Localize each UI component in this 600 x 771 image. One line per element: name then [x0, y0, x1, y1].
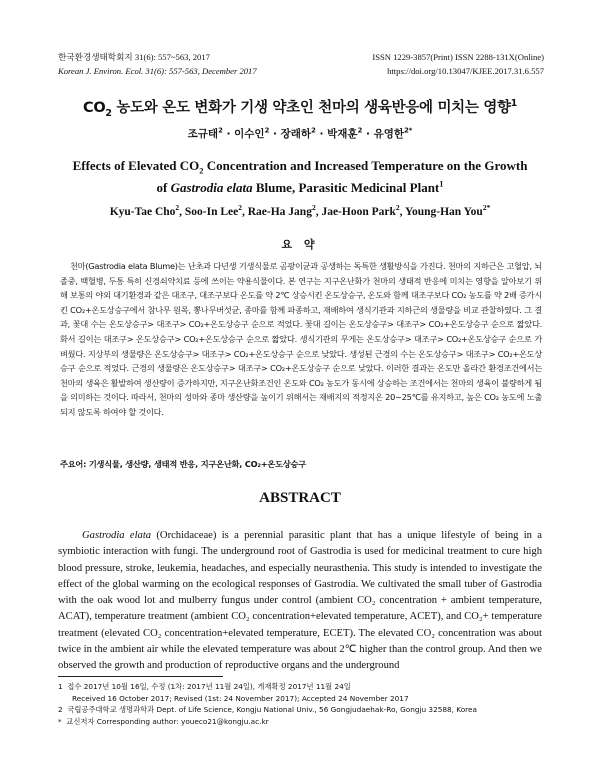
- doi-link[interactable]: https://doi.org/10.13047/KJEE.2017.31.6.557: [387, 66, 544, 76]
- author-affil: 2*: [404, 126, 413, 135]
- summary-heading: 요 약: [281, 238, 319, 251]
- journal-citation: [58, 50, 257, 78]
- footnote-text: 국립공주대학교 생명과학과 Dept. of Life Science, Kongju National Univ., 56 Gongjudaehak-Ro, Gongju 32588, Korea: [67, 705, 477, 715]
- author-affil: 2: [175, 203, 180, 213]
- journal-en: Korean J. Environ. Ecol. 31(6): 557-563, December 2017: [58, 66, 257, 76]
- author-affil: 2: [218, 126, 223, 135]
- author-ko: 박재훈: [327, 128, 358, 140]
- journal-identifiers: [372, 50, 544, 78]
- species-name: Gastrodia elata: [170, 180, 253, 195]
- author-en: Young-Han You: [404, 206, 483, 218]
- author-ko: 이수인: [234, 128, 265, 140]
- title-footnote-mark: 1: [510, 98, 517, 110]
- footnote-mark: 2: [58, 705, 63, 715]
- journal-ko: 한국환경생태학회지 31(6): 557~563, 2017: [58, 52, 210, 62]
- footnote: [58, 693, 548, 705]
- author-ko: 장래하: [280, 128, 312, 140]
- author-en: Kyu-Tae Cho: [109, 206, 176, 218]
- title-en-pre: of: [156, 180, 171, 195]
- summary-paragraph: 천마(Gastrodia elata Blume)는 난초과 다년생 기생식물로 곰팡이균과 공생하는 독특한 생활방식을 가진다. 천마의 지하근은 고혈압, 뇌졸중, 백혈병, 두통 특히 신경쇠약치료 등에 쓰이는 약용식물이다. 본 연구는 지구온난화가 천마의 생태적 반응에 미치는 영향을 알아보기 위해 보통의 야외 대기환경과 같은 대조구, 대조구보다 온도를 약 2℃ 상승시킨 온도상승구, 온도와 함께 대조구보다 CO₂ 농도를 약 2배 증가시킨 CO₂+온도상승구에서 참나무 원목, 뽕나무버섯균, 종마를 함께 파종하고, 재배하여 생식기관과 지하근의 생물량을 비교 관찰하였다. 그 결과, 꽃대 수는 온도상승구> 대조구> CO₂+온도상승구 순으로 적었다. 꽃대 길이는 온도상승구> 대조구> CO₂+온도상승구 순으로 짧았다. 화서 길이는 대조구> 온도상승구> CO₂+온도상승구 순으로 짧았다. 생식기관의 무게는 온도상승구> 대조구> CO₂+온도상승구 순으로 가벼웠다. 지상부의 생물량은 온도상승구> 대조구> CO₂+온도상승구 순으로 낮았다. 생성된 근경의 수는 온도상승구> 대조구> CO₂+온도상승구 순으로 적었다. 근경의 생물량은 온도상승구> 대조구> CO₂+온도상승구 순으로 낮았다. 이러한 결과는 온도만 올라간 환경조건에서는 천마의 생육은 활발하여 생산량이 증가하지만, 지구온난화조건인 온도와 CO₂ 농도가 동시에 상승하는 조건에서는 천마의 생육이 불량하게 됨을 의미하는 것이다. 따라서, 천마의 성마와 종마 생산량을 높이기 위해서는 재배지의 적정지온 20~25℃를 유지하고, 높은 CO₂ 농도에 노출되지 않도록 하여야 할 것이다.: [60, 261, 542, 417]
- author-en: Rae-Ha Jang: [247, 206, 312, 218]
- title-en-post: Blume, Parasitic Medicinal Plant: [252, 180, 440, 195]
- english-authors: Kyu-Tae Cho$^2$, Soo-In Lee$^2$, Rae-Ha Jang$^2$, Jae-Hoon Park$^2$, Young-Han You$^{2*}$: [109, 203, 491, 218]
- title-subscript: 2: [105, 107, 112, 119]
- author-en: Jae-Hoon Park: [321, 206, 396, 218]
- footnote: [58, 704, 548, 716]
- author-separator: ·: [269, 128, 281, 140]
- title-en-a: Effects of Elevated CO: [72, 158, 200, 173]
- footnote: [58, 716, 548, 728]
- footnote-mark: 1: [58, 682, 63, 691]
- author-affil: 2: [238, 203, 242, 213]
- korean-authors: [0, 126, 600, 141]
- footnote-text: 접수 2017년 10월 16일, 수정 (1차: 2017년 11월 24일), 게재확정 2017년 11월 24일: [67, 682, 351, 691]
- title-rest: 농도와 온도 변화가 기생 약초인 천마의 생육반응에 미치는 영향: [111, 100, 511, 116]
- author-affil: 2*: [482, 203, 491, 213]
- title-en-footnote-mark: 1: [439, 178, 444, 189]
- english-title: [40, 155, 560, 199]
- author-ko: 유영한: [373, 128, 405, 140]
- english-abstract: [58, 528, 542, 675]
- footnote-divider: [58, 676, 223, 677]
- title-en-b: Concentration and Increased Temperature on the Growth: [203, 158, 528, 173]
- author-affil: 2: [395, 203, 400, 213]
- author-affil: 2: [357, 126, 363, 135]
- author-ko: 조규태: [187, 128, 219, 140]
- author-affil: 2: [311, 203, 316, 213]
- abstract-paragraph: [58, 528, 542, 675]
- footnote-text: Received 16 October 2017; Revised (1st: 24 November 2017); Accepted 24 November 2017: [72, 693, 409, 703]
- issn: ISSN 1229-3857(Print) ISSN 2288-131X(Online): [372, 52, 544, 62]
- author-separator: ·: [362, 128, 374, 140]
- korean-summary: [60, 259, 542, 420]
- abstract-text: (Orchidaceae) is a perennial parasitic plant that has a unique lifestyle of being in a symbiotic interaction with fungi. The underground root of Gastrodia is used for medicinal treatment to cure high blood pressure, stroke, leukemia, headaches, and especially neurasthenia. This study is intended to investigate the effect of the global warming on the ecological responses of Gastrodia. We cultivated the small tuber of Gastrodia with the oak wood lot and mulberry fungus under control (ambient CO₂ concentration + ambient temperature, ACAT), temperature treatment (ambient CO₂ concentration+elevated temperature, ACET), and CO₂+ temperature treatment (elevated CO₂ concentration+elevated temperature, ECET). The elevated CO₂ concentration was about twice in the ambient air while the elevated temperature was about 2℃ higher than the control group. And then we observed the growth and production of reproductive organs and the underground: [58, 530, 542, 672]
- korean-title: [0, 96, 600, 117]
- author-affil: 2: [311, 126, 316, 135]
- title-en-subscript: 2: [199, 165, 204, 176]
- author-affil: 2: [264, 126, 270, 135]
- footnote-text[interactable]: 교신저자 Corresponding author: youeco21@kongju.ac.kr: [66, 717, 269, 727]
- abstract-species: Gastrodia elata: [82, 530, 152, 541]
- author-separator: ·: [222, 128, 235, 140]
- footnote: [58, 681, 548, 693]
- author-en: Soo-In Lee: [184, 206, 239, 218]
- footnote-mark: *: [58, 717, 62, 727]
- title-co: CO: [83, 100, 106, 116]
- footnotes: [58, 681, 548, 728]
- keywords-ko: 주요어: 기생식물, 생산량, 생태적 반응, 지구온난화, CO₂+온도상승구: [60, 459, 306, 469]
- abstract-heading: ABSTRACT: [259, 490, 341, 506]
- author-separator: ·: [315, 128, 328, 140]
